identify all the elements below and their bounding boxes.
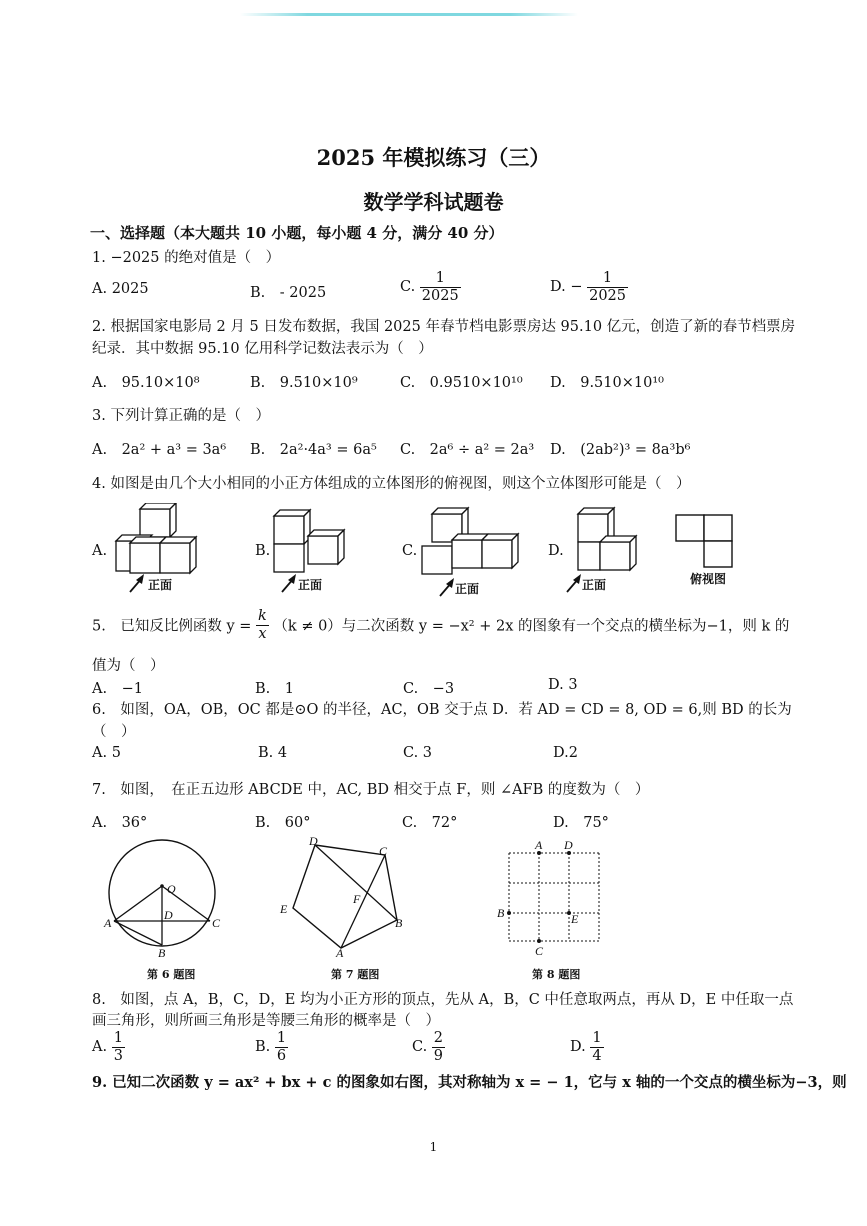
q3-option-c: C. 2a⁶ ÷ a² = 2a³: [400, 442, 535, 458]
q8-option-d: D. $\frac{1}{4}$: [570, 1030, 602, 1064]
q7-option-c: C. 72°: [402, 815, 458, 831]
q6-option-b: B. 4: [258, 745, 288, 761]
fraction-numerator: 1: [420, 270, 461, 288]
q6-option-d: D.2: [553, 745, 578, 761]
front-arrow-icon: [280, 572, 300, 594]
front-label: 正面: [298, 578, 323, 592]
question-5-line-2: 值为（ ）: [92, 658, 165, 674]
point-label-E: E: [571, 912, 579, 926]
point-label-A: A: [104, 916, 112, 930]
q5-option-b: B. 1: [255, 681, 294, 697]
front-label: 正面: [582, 578, 607, 592]
q2-option-c: C. 0.9510×10¹⁰: [400, 375, 523, 391]
question-8-line-1: 8. 如图，点 A，B，C，D，E 均为小正方形的顶点，先从 A，B，C 中任意取两点，再从 D，E 中任取一点: [92, 992, 794, 1008]
q2-option-d: D. 9.510×10¹⁰: [550, 375, 664, 391]
q8-option-b: B. $\frac{1}{6}$: [255, 1030, 287, 1064]
question-2-line-2: 纪录．其中数据 95.10 亿用科学记数法表示为（ ）: [92, 341, 433, 357]
question-3-stem: 3. 下列计算正确的是（ ）: [92, 408, 270, 424]
question-1-stem: 1. −2025 的绝对值是（ ）: [92, 250, 281, 266]
q1-option-b: B. - 2025: [250, 285, 327, 301]
q4-option-b-figure: [270, 508, 352, 574]
point-label-C: C: [535, 944, 544, 958]
q8-option-c: C. $\frac{2}{9}$: [412, 1030, 444, 1064]
front-label: 正面: [148, 578, 173, 592]
fraction-numerator: k: [258, 608, 267, 624]
fraction-denominator: 9: [433, 1047, 444, 1064]
q4-top-view-figure: [674, 513, 736, 569]
top-decoration-line: [240, 13, 578, 16]
q4-option-b-label: B.: [255, 543, 271, 559]
q5-option-d: D. 3: [548, 677, 578, 693]
q3-option-a: A. 2a² + a³ = 3a⁶: [92, 442, 227, 458]
fraction-denominator: 6: [276, 1047, 287, 1064]
point-label-A: A: [535, 838, 543, 852]
q5-option-a: A. −1: [92, 681, 143, 697]
page-title: 2025 年模拟练习（三）: [316, 145, 551, 170]
figure-7-pentagon: [275, 835, 410, 957]
q7-option-b: B. 60°: [255, 815, 311, 831]
figure-6-circle: [100, 835, 230, 960]
question-6-line-1: 6. 如图，OA，OB，OC 都是⊙O 的半径，AC，OB 交于点 D．若 AD = CD = 8, OD = 6,则 BD 的长为: [92, 702, 792, 718]
question-7-stem: 7. 如图， 在正五边形 ABCDE 中，AC, BD 相交于点 F，则 ∠AFB 的度数为（ ）: [92, 782, 650, 798]
point-label-B: B: [158, 946, 166, 960]
figure-8-caption: 第 8 题图: [532, 968, 581, 981]
fraction-numerator: 1: [276, 1030, 287, 1046]
q4-option-c-figure: [418, 506, 522, 578]
question-9-line-1: 9. 已知二次函数 y = ax² + bx + c 的图象如右图，其对称轴为 x = − 1，它与 x 轴的一个交点的横坐标为−3，则: [92, 1074, 847, 1091]
fraction-denominator: 2025: [589, 287, 626, 304]
q6-option-a: A. 5: [92, 745, 121, 761]
q1-option-c: C. $\frac{1}{2025}$: [400, 270, 459, 304]
fraction-numerator: 1: [592, 1030, 602, 1046]
point-label-D: D: [164, 908, 173, 922]
front-arrow-icon: [128, 572, 148, 594]
point-label-C: C: [379, 844, 388, 858]
fraction-numerator: 1: [113, 1030, 123, 1046]
q2-option-b: B. 9.510×10⁹: [250, 375, 358, 391]
q7-option-d: D. 75°: [553, 815, 609, 831]
fraction-denominator: 3: [113, 1047, 123, 1064]
point-label-D: D: [564, 838, 573, 852]
question-5-line-1: 5. 已知反比例函数 y = $\frac{k}{x}$ （k ≠ 0）与二次函数 y = −x² + 2x 的图象有一个交点的横坐标为−1，则 k 的: [92, 608, 790, 642]
fraction-numerator: 2: [433, 1030, 444, 1046]
page-number: 1: [429, 1140, 438, 1154]
point-label-C: C: [212, 916, 221, 930]
figure-8-grid: [495, 835, 610, 961]
q1-option-d: D. − $\frac{1}{2025}$: [550, 270, 626, 304]
fraction-numerator: 1: [587, 270, 628, 288]
q4-option-c-label: C.: [402, 543, 418, 559]
point-label-O: O: [167, 882, 176, 896]
q7-option-a: A. 36°: [92, 815, 148, 831]
figure-6-caption: 第 6 题图: [147, 968, 196, 981]
q3-option-b: B. 2a²·4a³ = 6a⁵: [250, 442, 377, 458]
point-label-B: B: [497, 906, 505, 920]
q3-option-d: D. (2ab²)³ = 8a³b⁶: [550, 442, 691, 458]
q8-option-a: A. $\frac{1}{3}$: [92, 1030, 123, 1064]
page-subtitle: 数学学科试题卷: [363, 190, 504, 214]
fraction-denominator: 4: [592, 1047, 602, 1064]
q2-option-a: A. 95.10×10⁸: [92, 375, 200, 391]
question-4-stem: 4. 如图是由几个大小相同的小正方体组成的立体图形的俯视图，则这个立体图形可能是（ ）: [92, 476, 691, 492]
point-label-B: B: [395, 916, 403, 930]
figure-7-caption: 第 7 题图: [331, 968, 380, 981]
question-2-line-1: 2. 根据国家电影局 2 月 5 日发布数据，我国 2025 年春节档电影票房达 95.10 亿元，创造了新的春节档票房: [92, 319, 796, 335]
question-6-line-2: （ ）: [92, 724, 136, 740]
section-heading: 一、选择题（本大题共 10 小题，每小题 4 分，满分 40 分）: [90, 224, 504, 242]
q5-option-c: C. −3: [403, 681, 455, 697]
point-label-E: E: [280, 902, 288, 916]
fraction-denominator: x: [258, 625, 267, 642]
q4-option-d-label: D.: [548, 543, 564, 559]
q4-option-a-label: A.: [92, 543, 108, 559]
front-label: 正面: [455, 582, 480, 596]
point-label-F: F: [353, 892, 361, 906]
question-8-line-2: 画三角形，则所画三角形是等腰三角形的概率是（ ）: [92, 1013, 440, 1029]
q4-option-d-figure: [572, 506, 644, 576]
q6-option-c: C. 3: [403, 745, 433, 761]
top-view-label: 俯视图: [690, 572, 727, 586]
point-label-A: A: [336, 946, 344, 957]
point-label-D: D: [309, 835, 318, 848]
q1-option-a: A. 2025: [92, 281, 149, 297]
fraction-denominator: 2025: [421, 287, 459, 304]
